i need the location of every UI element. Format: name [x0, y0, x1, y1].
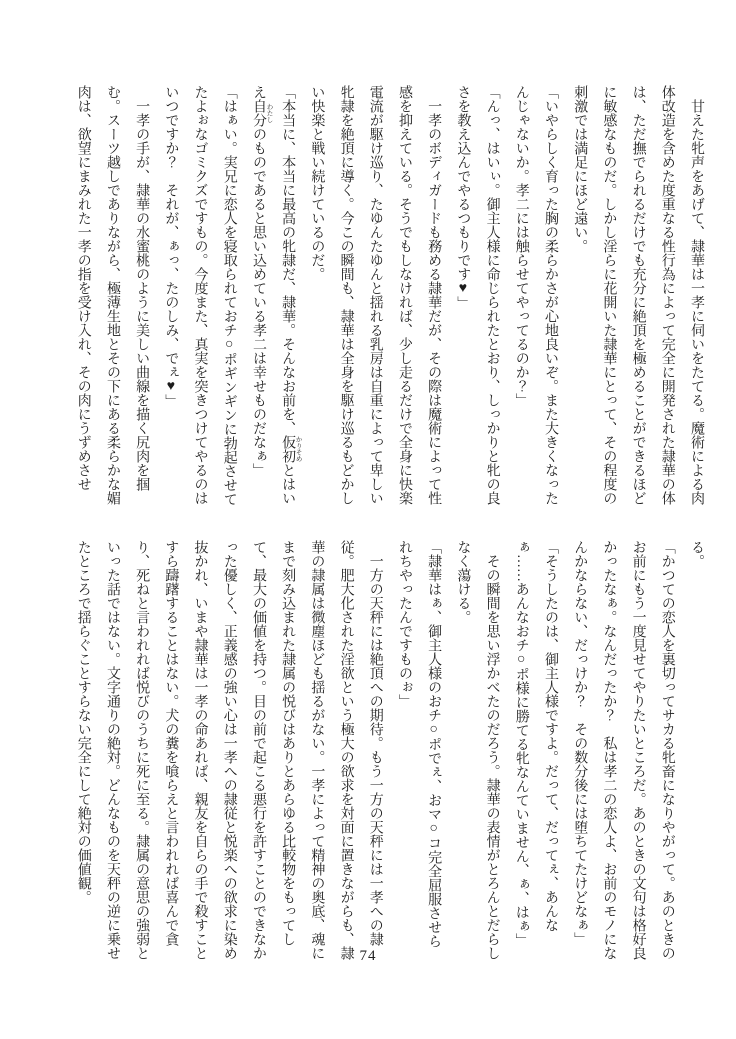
paragraph: 「んっ、はいぃ。御主人様に命じられたとおり、しっかりと牝の良さを教え込んでやるつもりです♥」 — [455, 85, 500, 505]
paragraph: 「本当に、本当に最高の牝隷だ、隷華。そんなお前を、仮初 かりそめとはいえ自分 わたしのものであると思い込めている孝二は幸せものだなぁ」 — [250, 85, 302, 505]
paragraph: その瞬間を思い浮かべたのだろう。隷華の表情がとろんとだらしなく蕩ける。 — [455, 540, 500, 960]
paragraph: 一孝のボディガードも務める隷華だが、その際は魔術によって性感を抑えている。そうでもしなければ、少し走るだけで全身に快楽電流が駆け巡り、たゆんたゆんと揺れる乳房は自重によって卑しい牝隷を絶頂に導く。今この瞬間も、隷華は全身を駆け巡るもどかしい快楽と戦い続けているのだ。 — [309, 85, 442, 505]
paragraph: る。 — [689, 540, 704, 568]
ruby-annotated-word: 仮初 かりそめ — [280, 435, 302, 463]
paragraph: 「隷華はぁ、御主人様のおチ○ポでぇ、おマ○コ完全屈服させられちやったんですものぉ」 — [396, 540, 442, 948]
paragraph: 「はぁい。実兄に恋人を寝取られておチ○ポギンギンに勃起させてたよぉなゴミクズですもの。今度また、真実を突きつけてやるのはいつですか？ それが、ぁっ、たのしみ、でぇ♥」 — [163, 85, 237, 506]
paragraph: 甘えた牝声をあげて、隷華は一孝に伺いをたてる。魔術による肉体改造を含めた度重なる性行為によって完全に開発された隷華の体は、ただ撫でられるだけでも充分に絶頂を極めることができるほどに敏感なものだ。しかし淫らに花開いた隷華にとって、その程度の刺激では満足にほど遠い。 — [572, 85, 704, 505]
text-block-bottom — [51, 540, 711, 961]
ruby-annotated-word: 自分 わたし — [250, 99, 273, 127]
paragraph: 一孝の手が、隷華の水蜜桃のように美しい曲線を描く尻肉を掴む。スーツ越しでありながら、極薄生地とその下にある柔らかな媚肉は、欲望にまみれた一孝の指を受け入れ、その肉にうずめさせ — [75, 85, 150, 505]
paragraph: 「いやらしく育った胸の柔らかさが心地良いぞ。また大きくなったんじゃないか。孝二には触らせてやってるのか？」 — [513, 85, 558, 505]
paragraph: 「そうしたのは、御主人様ですよ。だって、だってぇ、あんなぁ……あんなおチ○ポ様に勝てる牝なんていません、ぁ、はぁ」 — [513, 540, 558, 947]
furigana: わたし — [265, 99, 273, 127]
text-block-top — [51, 85, 711, 506]
paragraph: 一方の天秤には絶頂への期待。もう一方の天秤には一孝への隷従。肥大化された淫欲という極大の欲求を対面に置きながらも、隷華の隷属は微塵ほども揺るがない。一孝によって精神の奥底、魂にまで刻み込まれた隷属の悦びはありとあらゆる比較物をもってして、最大の価値を持つ。目の前で起こる悪行を許すことのできなかった優しく、正義感の強い心は一孝への隷従と悦楽への欲求に染め抜かれ、いまや隷華は一孝の命あれば、親友を自らの手で殺すことすら躊躇することはない。犬の糞を喰らえと言われれば喜んで貪り、死ねと言われれば悦びのうちに死に至る。隷属の意思の強弱といった話ではない。文字通りの絶対。どんなものを天秤の逆に乗せたところで揺らぐことすらない完全にして絶対の価値観。 — [75, 540, 383, 960]
furigana: かりそめ — [294, 435, 302, 463]
paragraph: 「かつての恋人を裏切ってサカる牝畜になりやがって。あのときのお前にもう一度見せてやりたいところだ。あのときの文句は格好良かったなぁ。なんだったか？ 私は孝二の恋人よ、お前のモノになんかならない、だっけか？ その数分後には堕ちてたけどなぁ」 — [572, 540, 675, 960]
page-number: 74 — [359, 948, 377, 964]
